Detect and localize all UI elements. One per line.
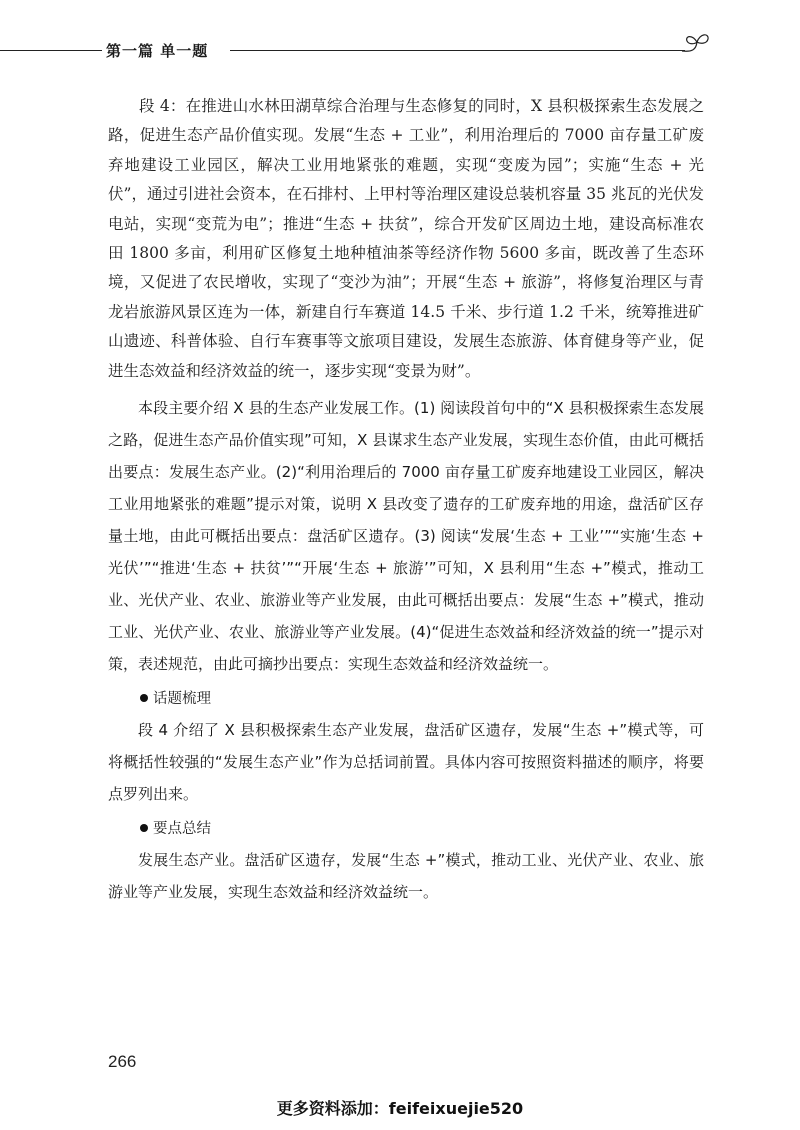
running-header [0, 30, 800, 70]
page-content [108, 92, 704, 908]
points-summary-text: 发展生态产业。盘活矿区遗存，发展“生态 +”模式，推动工业、光伏产业、农业、旅游业等产业发展，实现生态效益和经济效益统一。 [108, 851, 704, 902]
section-heading-topic [108, 684, 704, 714]
topic-summary-text: 段 4 介绍了 X 县积极探索生态产业发展，盘活矿区遗存，发展“生态 +”模式等，可将概括性较强的“发展生态产业”作为总括词前置。具体内容可按照资料描述的顺序，将要点罗列出来。 [108, 721, 704, 804]
heading-text: 话题梳理 [153, 691, 211, 708]
bullet-icon [140, 694, 148, 702]
source-paragraph: 段 4：在推进山水林田湖草综合治理与生态修复的同时，X 县积极探索生态发展之路，促进生态产品价值实现。发展“生态 + 工业”，利用治理后的 7000 亩存量工矿废弃地建设工业园区，解决工业用地紧张的难题，实现“变废为园”；实施“生态 + 光伏”，通过引进社会资本，在石排村、上甲村等治理区建设总装机容量 35 兆瓦的光伏发电站，实现“变荒为电”；推进“生态 + 扶贫”，综合开发矿区周边土地，建设高标准农田 1800 多亩，利用矿区修复土地种植油茶等经济作物 5600 多亩，既改善了生态环境，又促进了农民增收，实现了“变沙为油”；开展“生态 + 旅游”，将修复治理区与青龙岩旅游风景区连为一体，新建自行车赛道 14.5 千米、步行道 1.2 千米，统筹推进矿山遗迹、科普体验、自行车赛事等文旅项目建设，发展生态旅游、体育健身等产业，促进生态效益和经济效益的统一，逐步实现“变景为财”。 [108, 97, 704, 380]
chapter-title: 第一篇 单一题 [106, 42, 209, 60]
bullet-icon [140, 824, 148, 832]
footer-note: 更多资料添加：feifeixuejie520 [276, 1099, 524, 1118]
header-rule-left [0, 50, 102, 51]
page-number: 266 [108, 1052, 137, 1071]
sprout-icon [680, 30, 714, 60]
analysis-paragraph: 本段主要介绍 X 县的生态产业发展工作。(1) 阅读段首句中的“X 县积极探索生态发展之路，促进生态产品价值实现”可知，X 县谋求生态产业发展，实现生态价值，由此可概括出要点：发展生态产业。(2)“利用治理后的 7000 亩存量工矿废弃地建设工业园区，解决工业用地紧张的难题”提示对策，说明 X 县改变了遗存的工矿废弃地的用途，盘活矿区存量土地，由此可概括出要点：盘活矿区遗存。(3) 阅读“发展‘生态 + 工业’”“实施‘生态 + 光伏’”“推进‘生态 + 扶贫’”“开展‘生态 + 旅游’”可知，X 县利用“生态 +”模式，推动工业、光伏产业、农业、旅游业等产业发展，由此可概括出要点：发展“生态 +”模式，推动工业、光伏产业、农业、旅游业等产业发展。(4)“促进生态效益和经济效益的统一”提示对策，表述规范，由此可摘抄出要点：实现生态效益和经济效益统一。 [108, 399, 704, 674]
header-rule-right [230, 50, 685, 51]
heading-text: 要点总结 [153, 821, 211, 838]
section-heading-points [108, 814, 704, 844]
